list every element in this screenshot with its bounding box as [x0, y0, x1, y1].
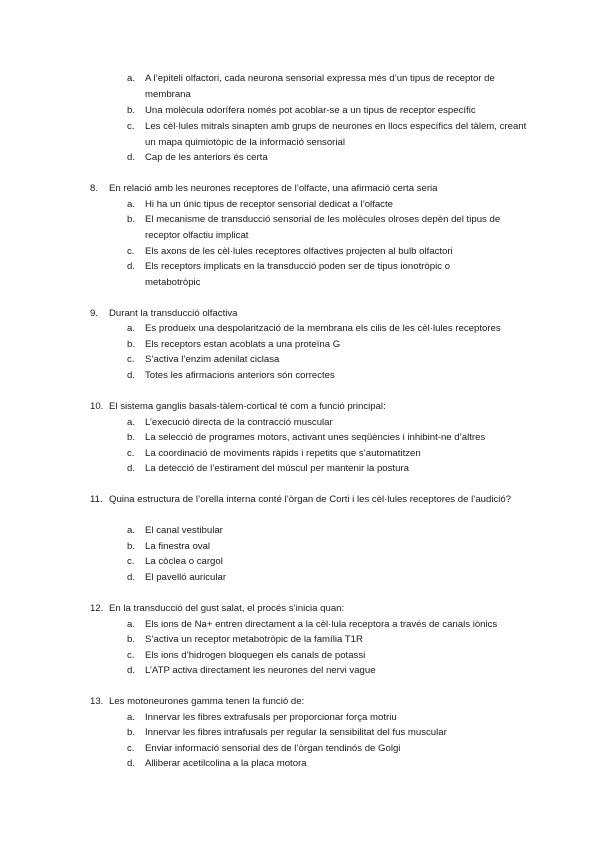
option-letter: c.: [127, 650, 135, 661]
option-letter: d.: [127, 572, 136, 583]
option-letter: a.: [127, 619, 136, 630]
question-text: El sistema ganglis basals-tàlem-cortical té com a funció principal:: [109, 401, 386, 412]
option-d: [127, 259, 527, 290]
option-letter: a.: [127, 712, 136, 723]
option-text: El pavelló auricular: [145, 572, 227, 583]
option-c: [127, 554, 527, 570]
option-text: Innervar les fibres intrafusals per regular la sensibilitat del fus muscular: [145, 727, 447, 738]
option-b: [127, 632, 527, 648]
option-text: L’execució directa de la contracció muscular: [145, 417, 333, 428]
option-text: Les cèl·lules mitrals sinapten amb grups de neurones en llocs específics del tàlem, creant un mapa quimiotòpic de la informació sensorial: [145, 121, 527, 148]
option-d: [127, 570, 527, 586]
option-text: La finestra oval: [145, 541, 211, 552]
option-d: [127, 150, 527, 166]
option-letter: b.: [127, 727, 136, 738]
option-a: [127, 197, 527, 213]
option-letter: d.: [127, 758, 136, 769]
question-number: 13.: [90, 696, 104, 707]
option-a: [127, 71, 527, 102]
question-stem: [90, 492, 520, 508]
option-text: La coordinació de moviments ràpids i repetits que s’automatitzen: [145, 448, 421, 459]
option-letter: d.: [127, 370, 136, 381]
option-text: L’ATP activa directament les neurones del nervi vague: [145, 665, 376, 676]
question-number: 11.: [90, 494, 103, 505]
option-letter: c.: [127, 246, 135, 257]
option-text: Els ions d’hidrogen bloquegen els canals de potassi: [145, 650, 366, 661]
option-text: Una molècula odorífera només pot acoblar-se a un tipus de receptor específic: [145, 105, 476, 116]
option-letter: b.: [127, 541, 136, 552]
option-c: [127, 446, 527, 462]
option-letter: a.: [127, 199, 136, 210]
option-d: [127, 663, 527, 679]
option-text: La selecció de programes motors, activant unes seqüències i inhibint-ne d’altres: [145, 432, 486, 443]
option-a: [127, 523, 527, 539]
option-letter: d.: [127, 152, 136, 163]
question-number: 9.: [90, 308, 99, 319]
question-stem: [90, 306, 520, 322]
question-text: Les motoneurones gamma tenen la funció de:: [109, 696, 305, 707]
option-b: [127, 337, 527, 353]
option-b: [127, 103, 527, 119]
option-letter: b.: [127, 105, 136, 116]
option-letter: a.: [127, 323, 136, 334]
option-a: [127, 321, 527, 337]
option-a: [127, 415, 527, 431]
option-text: Es produeix una despolarització de la membrana els cilis de les cèl·lules receptores: [145, 323, 501, 334]
option-text: Cap de les anteriors és certa: [145, 152, 268, 163]
option-b: [127, 430, 527, 446]
question-stem: [90, 399, 520, 415]
question-stem: [90, 601, 520, 617]
question-stem: [90, 181, 520, 197]
option-letter: b.: [127, 214, 136, 225]
option-letter: a.: [127, 525, 136, 536]
option-c: [127, 741, 527, 757]
option-text: S’activa un receptor metabotròpic de la família T1R: [145, 634, 363, 645]
question-text: Quina estructura de l’orella interna conté l’òrgan de Corti i les cèl·lules receptores de l’audició?: [109, 494, 512, 505]
option-c: [127, 119, 527, 150]
option-letter: c.: [127, 448, 135, 459]
option-letter: a.: [127, 73, 136, 84]
option-letter: d.: [127, 463, 136, 474]
option-c: [127, 352, 527, 368]
option-text: Alliberar acetilcolina a la placa motora: [145, 758, 307, 769]
option-text: Hi ha un únic tipus de receptor sensorial dedicat a l’olfacte: [145, 199, 393, 210]
option-letter: b.: [127, 432, 136, 443]
question-number: 10.: [90, 401, 104, 412]
option-letter: b.: [127, 634, 136, 645]
option-letter: c.: [127, 121, 135, 132]
option-b: [127, 212, 527, 243]
option-letter: d.: [127, 665, 136, 676]
question-text: En la transducció del gust salat, el procés s’inicia quan:: [109, 603, 345, 614]
option-d: [127, 756, 527, 772]
option-b: [127, 539, 527, 555]
option-d: [127, 368, 527, 384]
option-letter: b.: [127, 339, 136, 350]
option-c: [127, 648, 527, 664]
option-a: [127, 710, 527, 726]
option-text: Els ions de Na+ entren directament a la cèl·lula receptora a través de canals iònics: [145, 619, 498, 630]
option-letter: c.: [127, 556, 135, 567]
option-letter: c.: [127, 354, 135, 365]
option-text: El mecanisme de transducció sensorial de les molècules olroses depèn del tipus de receptor olfactiu implicat: [145, 214, 501, 241]
option-text: Innervar les fibres extrafusals per proporcionar força motriu: [145, 712, 397, 723]
question-text: En relació amb les neurones receptores de l’olfacte, una afirmació certa seria: [109, 183, 438, 194]
option-text: S’activa l’enzim adenilat ciclasa: [145, 354, 280, 365]
question-number: 12.: [90, 603, 104, 614]
option-letter: d.: [127, 261, 136, 272]
option-letter: c.: [127, 743, 135, 754]
option-text: Totes les afirmacions anteriors són correctes: [145, 370, 335, 381]
option-text: La detecció de l’estirament del múscul per mantenir la postura: [145, 463, 409, 474]
option-text: Els axons de les cèl·lules receptores olfactives projecten al bulb olfactori: [145, 246, 453, 257]
option-text: El canal vestibular: [145, 525, 223, 536]
option-a: [127, 617, 527, 633]
question-stem: [90, 694, 520, 710]
option-c: [127, 244, 527, 260]
option-d: [127, 461, 527, 477]
option-text: A l’epiteli olfactori, cada neurona sensorial expressa més d’un tipus de receptor de membrana: [145, 73, 495, 100]
question-text: Durant la transducció olfactiva: [109, 308, 238, 319]
option-text: Els receptors implicats en la transducció poden ser de tipus ionotròpic o metabotròpic: [145, 261, 451, 288]
option-text: La còclea o cargol: [145, 556, 223, 567]
question-number: 8.: [90, 183, 99, 194]
option-letter: a.: [127, 417, 136, 428]
option-text: Els receptors estan acoblats a una proteïna G: [145, 339, 341, 350]
option-b: [127, 725, 527, 741]
option-text: Enviar informació sensorial des de l’òrgan tendinós de Golgi: [145, 743, 401, 754]
